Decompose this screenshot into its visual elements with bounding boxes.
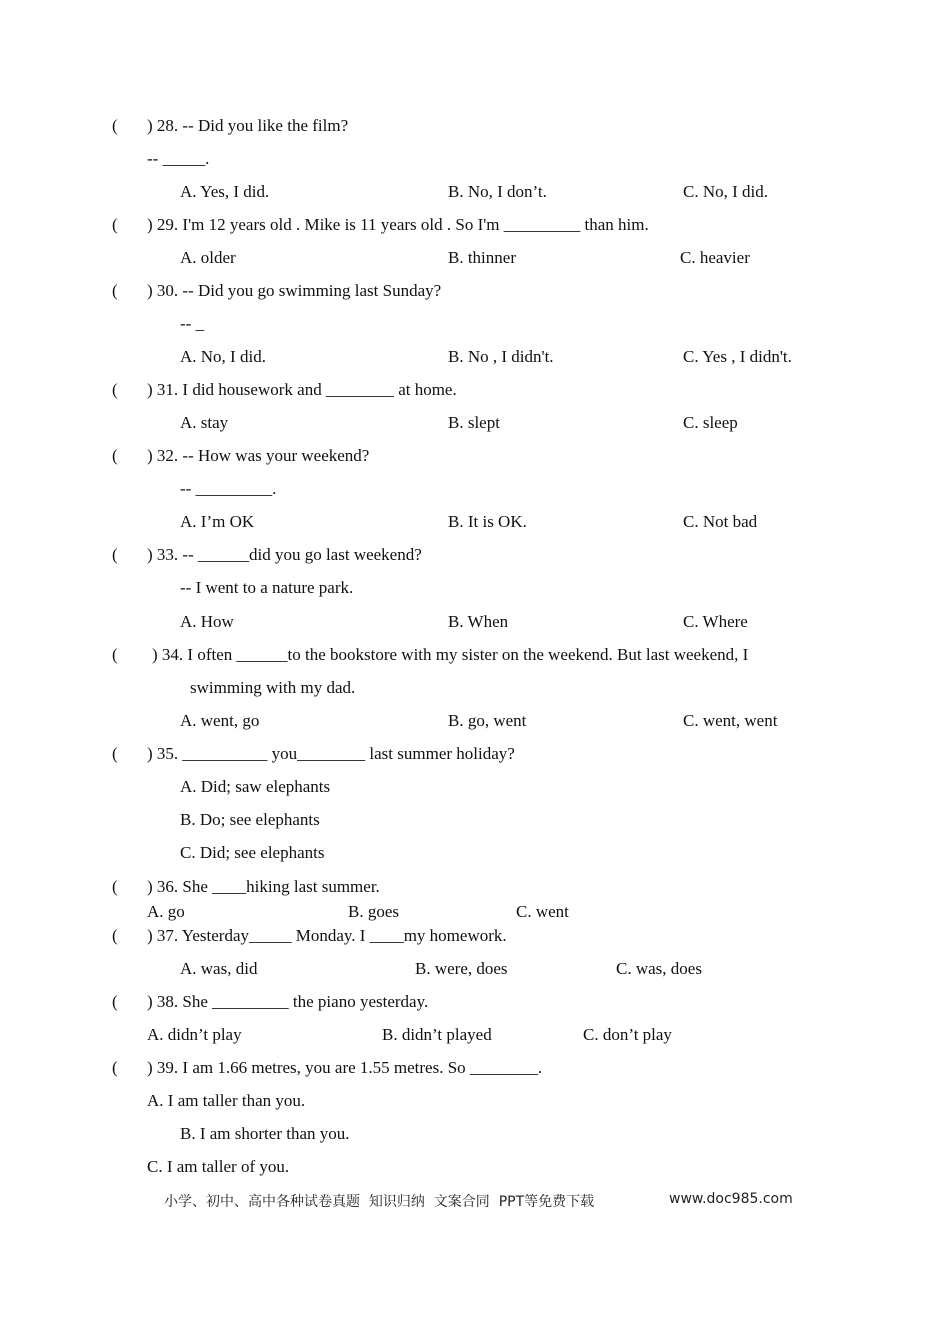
question-stem: ) 38. She _________ the piano yesterday. [147,992,429,1011]
question-stem: ) 39. I am 1.66 metres, you are 1.55 metres. So ________. [147,1058,543,1077]
option-b: B. No, I don’t. [448,182,547,201]
option-a: A. Yes, I did. [180,182,270,201]
option-c: C. don’t play [583,1025,672,1044]
answer-paren: ( [112,1058,118,1077]
option-a: A. didn’t play [147,1025,242,1044]
option-c: C. Did; see elephants [180,843,325,862]
answer-paren: ( [112,446,118,465]
footer-text: 小学、初中、高中各种试卷真题 知识归纳 文案合同 PPT等免费下载 [164,1194,595,1210]
option-b: B. slept [448,413,500,432]
question-subline: -- _________. [180,479,277,498]
answer-paren: ( [112,380,118,399]
question-subline: -- _____. [147,149,210,168]
option-a: A. went, go [180,711,260,730]
question-stem: ) 37. Yesterday_____ Monday. I ____my homework. [147,926,507,945]
answer-paren: ( [112,545,118,564]
option-a: A. Did; saw elephants [180,777,331,796]
question-stem: ) 31. I did housework and ________ at home. [147,380,457,399]
question-stem: ) 30. -- Did you go swimming last Sunday? [147,281,442,300]
answer-paren: ( [112,877,118,896]
option-b: B. It is OK. [448,512,527,531]
question-subline: -- _ [180,314,205,333]
question-stem: ) 32. -- How was your weekend? [147,446,370,465]
answer-paren: ( [112,116,118,135]
option-b: B. thinner [448,248,516,267]
option-a: A. How [180,612,234,631]
option-a: A. go [147,902,185,921]
option-b: B. goes [348,902,399,921]
question-subline: -- I went to a nature park. [180,578,354,597]
answer-paren: ( [112,281,118,300]
option-a: A. stay [180,413,229,432]
option-b: B. didn’t played [382,1025,492,1044]
answer-paren: ( [112,992,118,1011]
option-c: C. heavier [680,248,750,267]
option-c: C. went, went [683,711,778,730]
option-a: A. I’m OK [180,512,255,531]
option-c: C. Yes , I didn't. [683,347,792,366]
footer-url: www.doc985.com [669,1191,793,1207]
option-a: A. No, I did. [180,347,266,366]
option-b: B. No , I didn't. [448,347,554,366]
option-c: C. was, does [616,959,702,978]
answer-paren: ( [112,744,118,763]
option-c: C. sleep [683,413,738,432]
question-stem: ) 28. -- Did you like the film? [147,116,349,135]
option-b: B. go, went [448,711,527,730]
option-c: C. Not bad [683,512,758,531]
question-stem: ) 34. I often ______to the bookstore with my sister on the weekend. But last weekend, I [152,645,749,664]
question-stem: ) 33. -- ______did you go last weekend? [147,545,422,564]
question-stem: ) 35. __________ you________ last summer holiday? [147,744,515,763]
question-stem: ) 29. I'm 12 years old . Mike is 11 years old . So I'm _________ than him. [147,215,649,234]
question-stem: ) 36. She ____hiking last summer. [147,877,380,896]
option-b: B. were, does [415,959,508,978]
answer-paren: ( [112,926,118,945]
answer-paren: ( [112,645,118,664]
option-c: C. I am taller of you. [147,1157,290,1176]
option-a: A. I am taller than you. [147,1091,306,1110]
option-b: B. Do; see elephants [180,810,320,829]
question-subline: swimming with my dad. [190,678,356,697]
option-b: B. When [448,612,509,631]
option-a: A. older [180,248,236,267]
option-b: B. I am shorter than you. [180,1124,350,1143]
option-c: C. Where [683,612,748,631]
option-c: C. went [516,902,569,921]
option-a: A. was, did [180,959,258,978]
option-c: C. No, I did. [683,182,768,201]
answer-paren: ( [112,215,118,234]
